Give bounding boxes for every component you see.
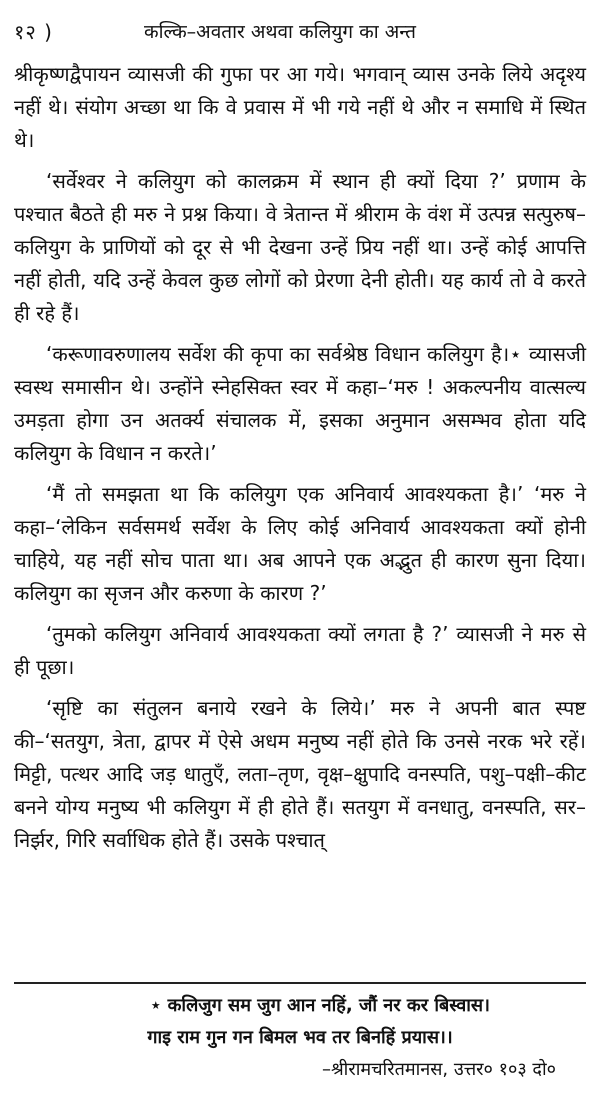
- footnote-divider: [14, 982, 586, 984]
- page-header: [14, 12, 586, 52]
- footnote-verse-line-2: गाइ राम गुन गन बिमल भव तर बिनहिं प्रयास।।: [147, 1027, 453, 1048]
- paragraph: श्रीकृष्णद्वैपायन व्यासजी की गुफा पर आ गये। भगवान् व्यास उनके लिये अदृश्य नहीं थे। संयोग अच्छा था कि वे प्रवास में भी गये नहीं थे और न समाधि में स्थित थे।: [14, 62, 586, 152]
- page-number: १२ ): [14, 20, 53, 44]
- running-title: कल्कि–अवतार अथवा कलियुग का अन्त: [144, 21, 416, 43]
- paragraph: ‘करूणावरुणालय सर्वेश की कृपा का सर्वश्रेष्ठ विधान कलियुग है।⋆ व्यासजी स्वस्थ समासीन थे। उन्होंने स्नेहसिक्त स्वर में कहा–‘मरु ! अकल्पनीय वात्सल्य उमड़ता होगा उन अतर्क्य संचालक में, इसका अनुमान असम्भव होता यदि कलियुग के विधान न करते।’: [14, 342, 586, 465]
- paragraph: ‘सृष्टि का संतुलन बनाये रखने के लिये।’ मरु ने अपनी बात स्पष्ट की–‘सतयुग, त्रेता, द्वापर में ऐसे अधम मनुष्य नहीं होते कि उनसे नरक भरे रहें। मिट्टी, पत्थर आदि जड़ धातुएँ, लता–तृण, वृक्ष–क्षुपादि वनस्पति, पशु–पक्षी–कीट बनने योग्य मनुष्य भी कलियुग में ही होते हैं। सतयुग में वनधातु, वनस्पति, सर–निर्झर, गिरि सर्वाधिक होते हैं। उसके पश्चात्: [14, 696, 586, 852]
- footnote-source: –श्रीरामचरितमानस, उत्तर० १०३ दो०: [321, 1059, 556, 1080]
- footnote: [14, 990, 586, 1086]
- paragraph: ‘मैं तो समझता था कि कलियुग एक अनिवार्य आवश्यकता है।’ ‘मरु ने कहा–‘लेकिन सर्वसमर्थ सर्वेश के लिए कोई अनिवार्य आवश्यकता क्यों होनी चाहिये, यह नहीं सोच पाता था। अब आपने एक अद्भुत ही कारण सुना दिया। कलियुग का सृजन और करुणा के कारण ?’: [14, 482, 586, 605]
- body-text: [14, 58, 586, 857]
- paragraph: ‘तुमको कलियुग अनिवार्य आवश्यकता क्यों लगता है ?’ व्यासजी ने मरु से ही पूछा।: [14, 622, 586, 679]
- paragraph: ‘सर्वेश्वर ने कलियुग को कालक्रम में स्थान ही क्यों दिया ?’ प्रणाम के पश्चात बैठते ही मरु ने प्रश्न किया। वे त्रेतान्त में श्रीराम के वंश में उत्पन्न सत्पुरुष–कलियुग के प्राणियों को दूर से भी देखना उन्हें प्रिय नहीं था। उन्हें कोई आपत्ति नहीं होती, यदि उन्हें केवल कुछ लोगों को प्रेरणा देनी होती। यह कार्य तो वे करते ही रहे हैं।: [14, 169, 586, 325]
- footnote-verse-line-1: ⋆ कलिजुग सम जुग आन नहिं, जौं नर कर बिस्वास।: [150, 995, 490, 1016]
